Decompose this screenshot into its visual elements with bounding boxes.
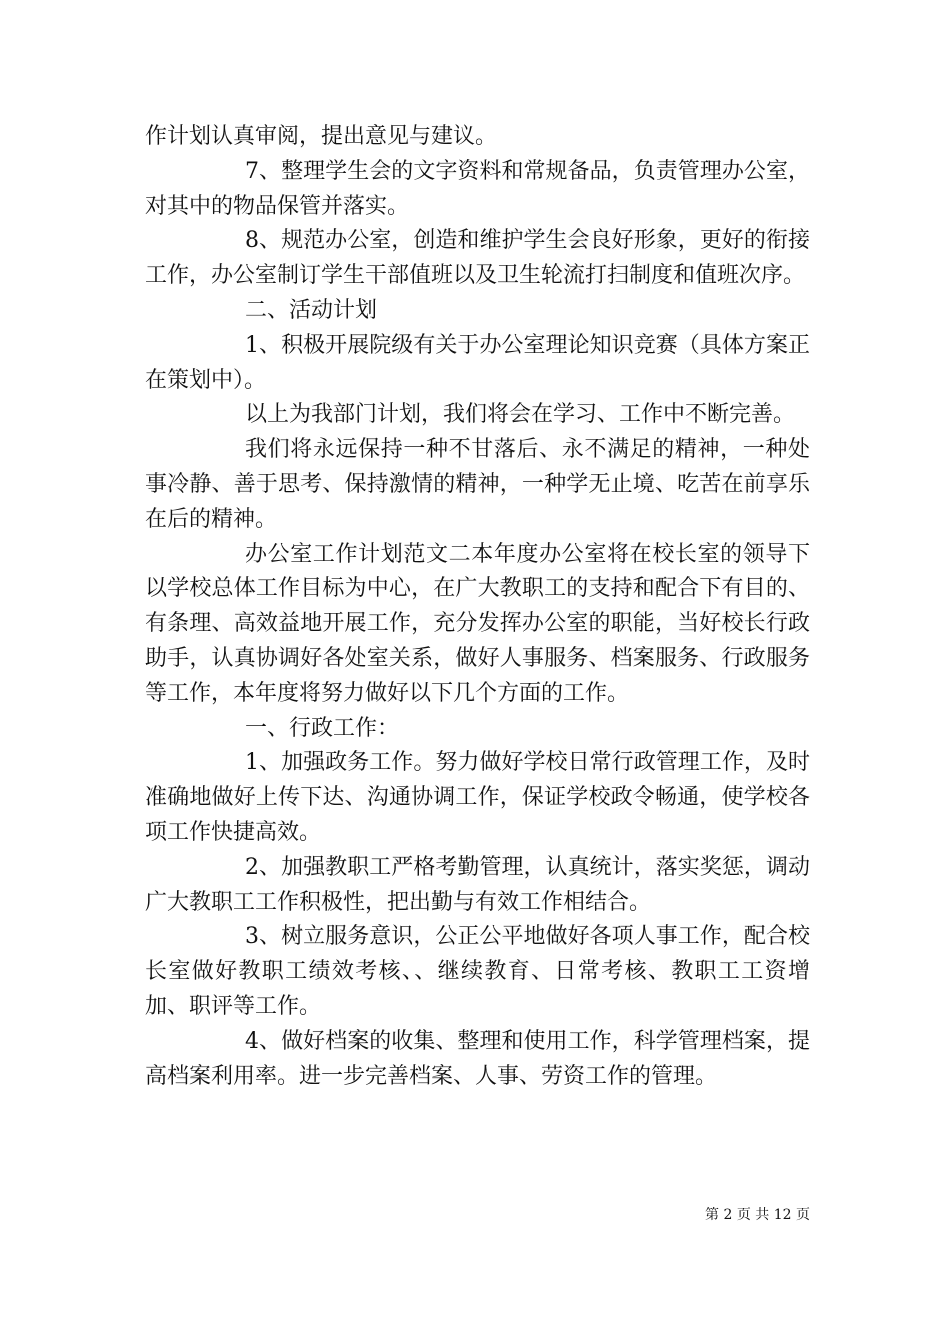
paragraph-continuation: 作计划认真审阅，提出意见与建议。 [145, 124, 498, 149]
paragraph-admin-1: 1、加强政务工作。努力做好学校日常行政管理工作，及时准确地做好上传下达、沟通协调工作，保证学校政令畅通，使学校各项工作快捷高效。 [145, 750, 810, 845]
paragraph-admin-3: 3、树立服务意识，公正公平地做好各项人事工作，配合校长室做好教职工绩效考核、、继续教育、日常考核、教职工工资增加、职评等工作。 [145, 924, 810, 1019]
paragraph-admin-2: 2、加强教职工严格考勤管理，认真统计，落实奖惩，调动广大教职工工作积极性，把出勤与有效工作相结合。 [145, 854, 810, 915]
paragraph-admin-4: 4、做好档案的收集、整理和使用工作，科学管理档案，提高档案利用率。进一步完善档案、人事、劳资工作的管理。 [145, 1028, 810, 1089]
paragraph-spirit: 我们将永远保持一种不甘落后、永不满足的精神，一种处事冷静、善于思考、保持激情的精神，一种学无止境、吃苦在前享乐在后的精神。 [145, 437, 810, 532]
paragraph-sample-two-intro: 办公室工作计划范文二本年度办公室将在校长室的领导下以学校总体工作目标为中心，在广大教职工的支持和配合下有目的、有条理、高效益地开展工作，充分发挥办公室的职能，当好校长行政助手，认真协调好各处室关系，做好人事服务、档案服务、行政服务等工作，本年度将努力做好以下几个方面的工作。 [145, 541, 810, 706]
paragraph-summary: 以上为我部门计划，我们将会在学习、工作中不断完善。 [245, 402, 796, 428]
section-heading-activity-plan: 二、活动计划 [245, 297, 378, 323]
section-heading-administration: 一、行政工作： [245, 715, 400, 741]
page-number-footer: 第 2 页 共 12 页 [705, 1207, 810, 1223]
document-body [145, 120, 810, 1094]
paragraph-item-7: 7、整理学生会的文字资料和常规备品，负责管理办公室，对其中的物品保管并落实。 [145, 158, 810, 219]
paragraph-activity-1: 1、积极开展院级有关于办公室理论知识竞赛（具体方案正在策划中）。 [145, 332, 810, 393]
paragraph-item-8: 8、规范办公室，创造和维护学生会良好形象，更好的衔接工作，办公室制订学生干部值班以及卫生轮流打扫制度和值班次序。 [145, 228, 810, 289]
